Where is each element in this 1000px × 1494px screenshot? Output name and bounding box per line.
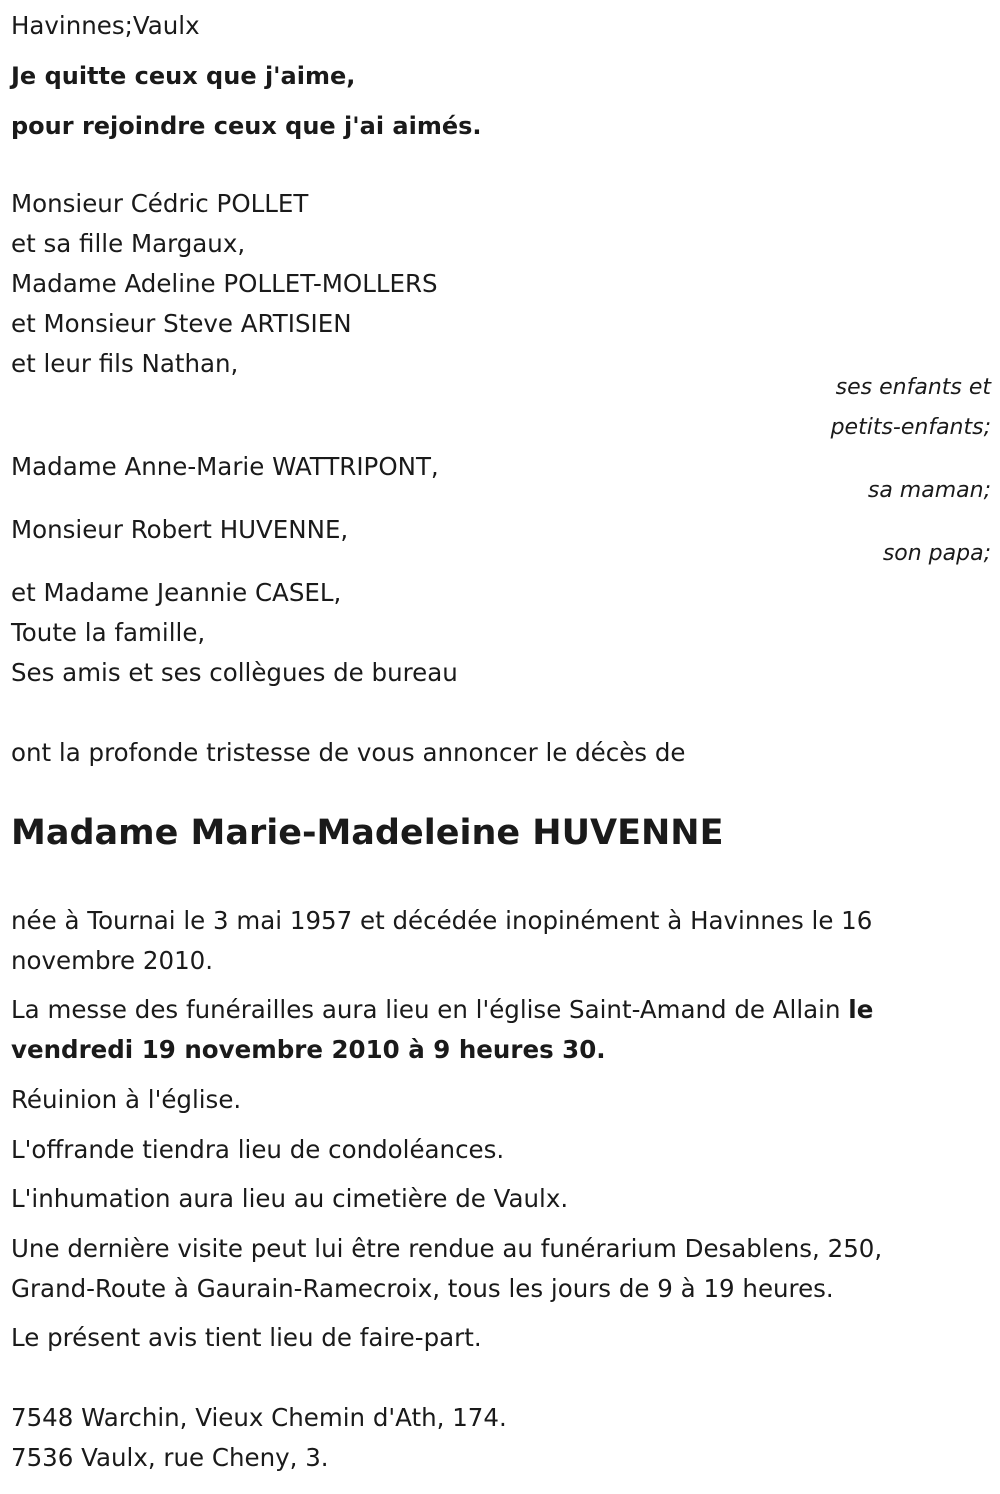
father-relation: son papa; <box>882 541 991 566</box>
obituary-notice <box>11 0 991 1494</box>
mass-text: La messe des funérailles aura lieu en l'église Saint-Amand de Allain <box>11 995 849 1024</box>
visit-line-2: Grand-Route à Gaurain-Ramecroix, tous les jours de 9 à 19 heures. <box>11 1274 834 1303</box>
family-line: Monsieur Cédric POLLET <box>11 189 309 218</box>
mass-date-time: vendredi 19 novembre 2010 à 9 heures 30. <box>11 1035 606 1064</box>
family-line: et sa fille Margaux, <box>11 229 246 258</box>
family-line: et Monsieur Steve ARTISIEN <box>11 309 352 338</box>
offering-line: L'offrande tiendra lieu de condoléances. <box>11 1135 505 1164</box>
burial-line: L'inhumation aura lieu au cimetière de Vaulx. <box>11 1184 569 1213</box>
mother-name: Madame Anne-Marie WATTRIPONT, <box>11 452 439 481</box>
children-relation-line-2: petits-enfants; <box>830 415 991 440</box>
family-other-line: Ses amis et ses collègues de bureau <box>11 658 458 687</box>
visit-line-1: Une dernière visite peut lui être rendue au funérarium Desablens, 250, <box>11 1234 883 1263</box>
birth-death-line-2: novembre 2010. <box>11 946 214 975</box>
father-name: Monsieur Robert HUVENNE, <box>11 515 349 544</box>
place-header: Havinnes;Vaulx <box>11 11 200 40</box>
deceased-name: Madame Marie-Madeleine HUVENNE <box>11 813 724 853</box>
family-line: Madame Adeline POLLET-MOLLERS <box>11 269 438 298</box>
quote-line-1: Je quitte ceux que j'aime, <box>11 62 356 90</box>
announcement: ont la profonde tristesse de vous annoncer le décès de <box>11 738 686 767</box>
mass-date-start: le <box>848 995 874 1024</box>
notice-line: Le présent avis tient lieu de faire-part. <box>11 1323 482 1352</box>
address-line: 7536 Vaulx, rue Cheny, 3. <box>11 1443 329 1472</box>
quote-line-2: pour rejoindre ceux que j'ai aimés. <box>11 112 482 140</box>
reunion-line: Réuinion à l'église. <box>11 1085 242 1114</box>
mother-relation: sa maman; <box>867 478 991 503</box>
address-line: 7548 Warchin, Vieux Chemin d'Ath, 174. <box>11 1403 507 1432</box>
family-other-line: Toute la famille, <box>11 618 206 647</box>
mass-line-1 <box>11 995 873 1025</box>
birth-death-line-1: née à Tournai le 3 mai 1957 et décédée inopinément à Havinnes le 16 <box>11 906 873 935</box>
family-other-line: et Madame Jeannie CASEL, <box>11 578 342 607</box>
children-relation-line-1: ses enfants et <box>835 375 991 400</box>
family-line: et leur fils Nathan, <box>11 349 239 378</box>
